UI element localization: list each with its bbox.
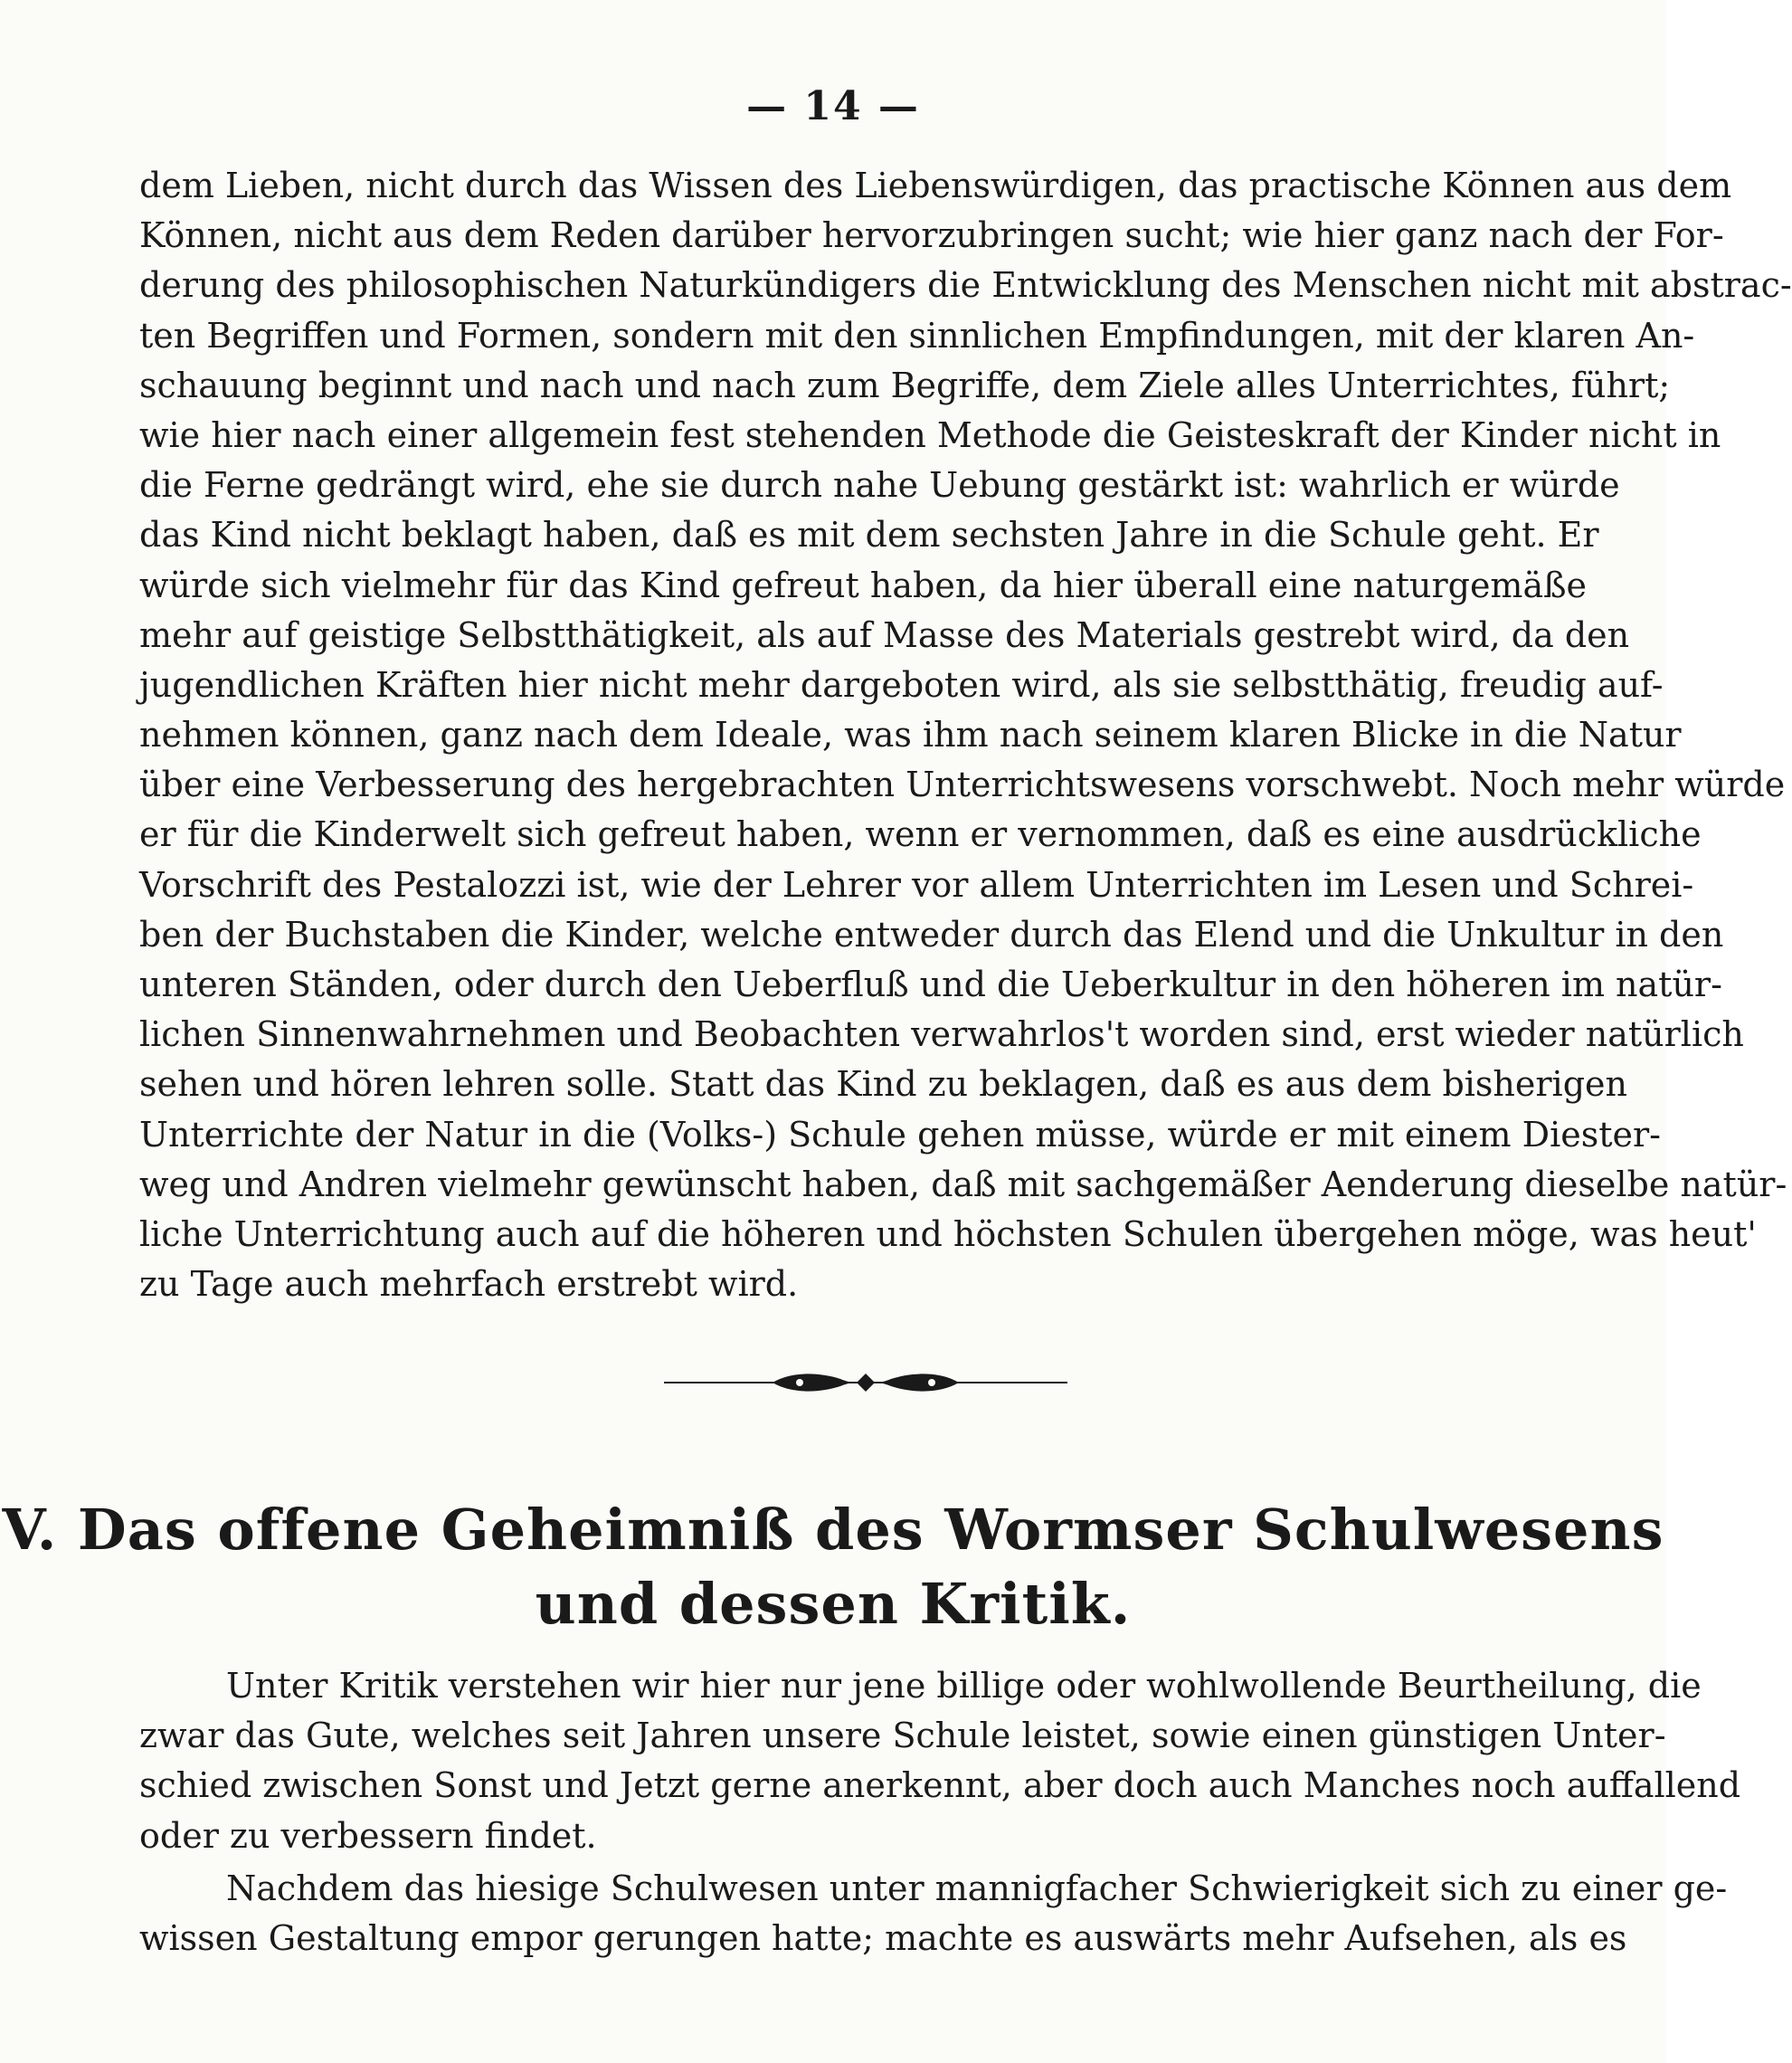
paragraph-2 [139, 1661, 1741, 1861]
text-line: sehen und hören lehren solle. Statt das Kind zu beklagen, daß es aus dem bisherigen [139, 1064, 1627, 1105]
paragraph-3 [139, 1864, 1728, 1963]
text-line: würde sich vielmehr für das Kind gefreut haben, da hier überall eine naturgemäße [139, 565, 1587, 605]
text-line: Vorschrift des Pestalozzi ist, wie der Lehrer vor allem Unterrichten im Lesen und Schrei- [139, 864, 1694, 905]
text-line: das Kind nicht beklagt haben, daß es mit dem sechsten Jahre in die Schule geht. Er [139, 515, 1599, 556]
text-line: schauung beginnt und nach und nach zum Begriffe, dem Ziele alles Unterrichtes, führt; [139, 365, 1671, 405]
text-line: wissen Gestaltung empor gerungen hatte; machte es auswärts mehr Aufsehen, als es [139, 1918, 1627, 1959]
page-number: — 14 — [746, 83, 920, 129]
text-line: zu Tage auch mehrfach erstrebt wird. [139, 1264, 799, 1305]
section-heading [0, 1493, 1666, 1641]
text-line: Unterrichte der Natur in die (Volks-) Schule gehen müsse, würde er mit einem Diester- [139, 1114, 1662, 1155]
text-line: weg und Andren vielmehr gewünscht haben, daß mit sachgemäßer Aenderung dieselbe natür- [139, 1164, 1787, 1204]
text-line: wie hier nach einer allgemein fest stehenden Methode die Geisteskraft der Kinder nicht in [139, 414, 1721, 455]
text-line: nehmen können, ganz nach dem Ideale, was ihm nach seinem klaren Blicke in die Natur [139, 715, 1682, 756]
text-line: die Ferne gedrängt wird, ehe sie durch nahe Uebung gestärkt ist: wahrlich er würde [139, 465, 1620, 506]
text-line: zwar das Gute, welches seit Jahren unsere Schule leistet, sowie einen günstigen Unter- [139, 1716, 1666, 1756]
text-line: ben der Buchstaben die Kinder, welche entweder durch das Elend und die Unkultur in den [139, 914, 1724, 955]
text-line: oder zu verbessern findet. [139, 1815, 597, 1856]
paragraph-1 [139, 161, 1792, 1309]
text-line: mehr auf geistige Selbstthätigkeit, als auf Masse des Materials gestrebt wird, da den [139, 614, 1630, 655]
text-line: lichen Sinnenwahrnehmen und Beobachten verwahrlos't worden sind, erst wieder natürlich [139, 1014, 1744, 1055]
text-line: Nachdem das hiesige Schulwesen unter mannigfacher Schwierigkeit sich zu einer ge- [226, 1868, 1728, 1908]
text-line: schied zwischen Sonst und Jetzt gerne anerkennt, aber doch auch Manches noch auffallend [139, 1765, 1741, 1806]
text-line: dem Lieben, nicht durch das Wissen des Liebenswürdigen, das practische Können aus dem [139, 166, 1732, 205]
text-line: ten Begriffen und Formen, sondern mit den sinnlichen Empfindungen, mit der klaren An- [139, 315, 1695, 356]
text-line: Unter Kritik verstehen wir hier nur jene billige oder wohlwollende Beurtheilung, die [226, 1666, 1702, 1706]
text-line: über eine Verbesserung des hergebrachten Unterrichtswesens vorschwebt. Noch mehr würde [139, 765, 1786, 805]
section-heading-line-1: V. Das offene Geheimniß des Wormser Schulwesens [2, 1497, 1664, 1563]
section-heading-line-2: und dessen Kritik. [535, 1571, 1132, 1637]
text-line: unteren Ständen, oder durch den Ueberfluß und die Ueberkultur in den höheren im natür- [139, 965, 1722, 1004]
text-line: derung des philosophischen Naturkündigers die Entwicklung des Menschen nicht mit abstrac- [139, 265, 1792, 306]
text-line: jugendlichen Kräften hier nicht mehr dargeboten wird, als sie selbstthätig, freudig auf- [139, 664, 1664, 705]
text-line: er für die Kinderwelt sich gefreut haben, wenn er vernommen, daß es eine ausdrückliche [139, 814, 1702, 855]
ornamental-divider [664, 1366, 1067, 1399]
text-line: liche Unterrichtung auch auf die höheren und höchsten Schulen übergehen möge, was heut' [139, 1213, 1757, 1254]
text-line: Können, nicht aus dem Reden darüber hervorzubringen sucht; wie hier ganz nach der For- [139, 215, 1724, 256]
